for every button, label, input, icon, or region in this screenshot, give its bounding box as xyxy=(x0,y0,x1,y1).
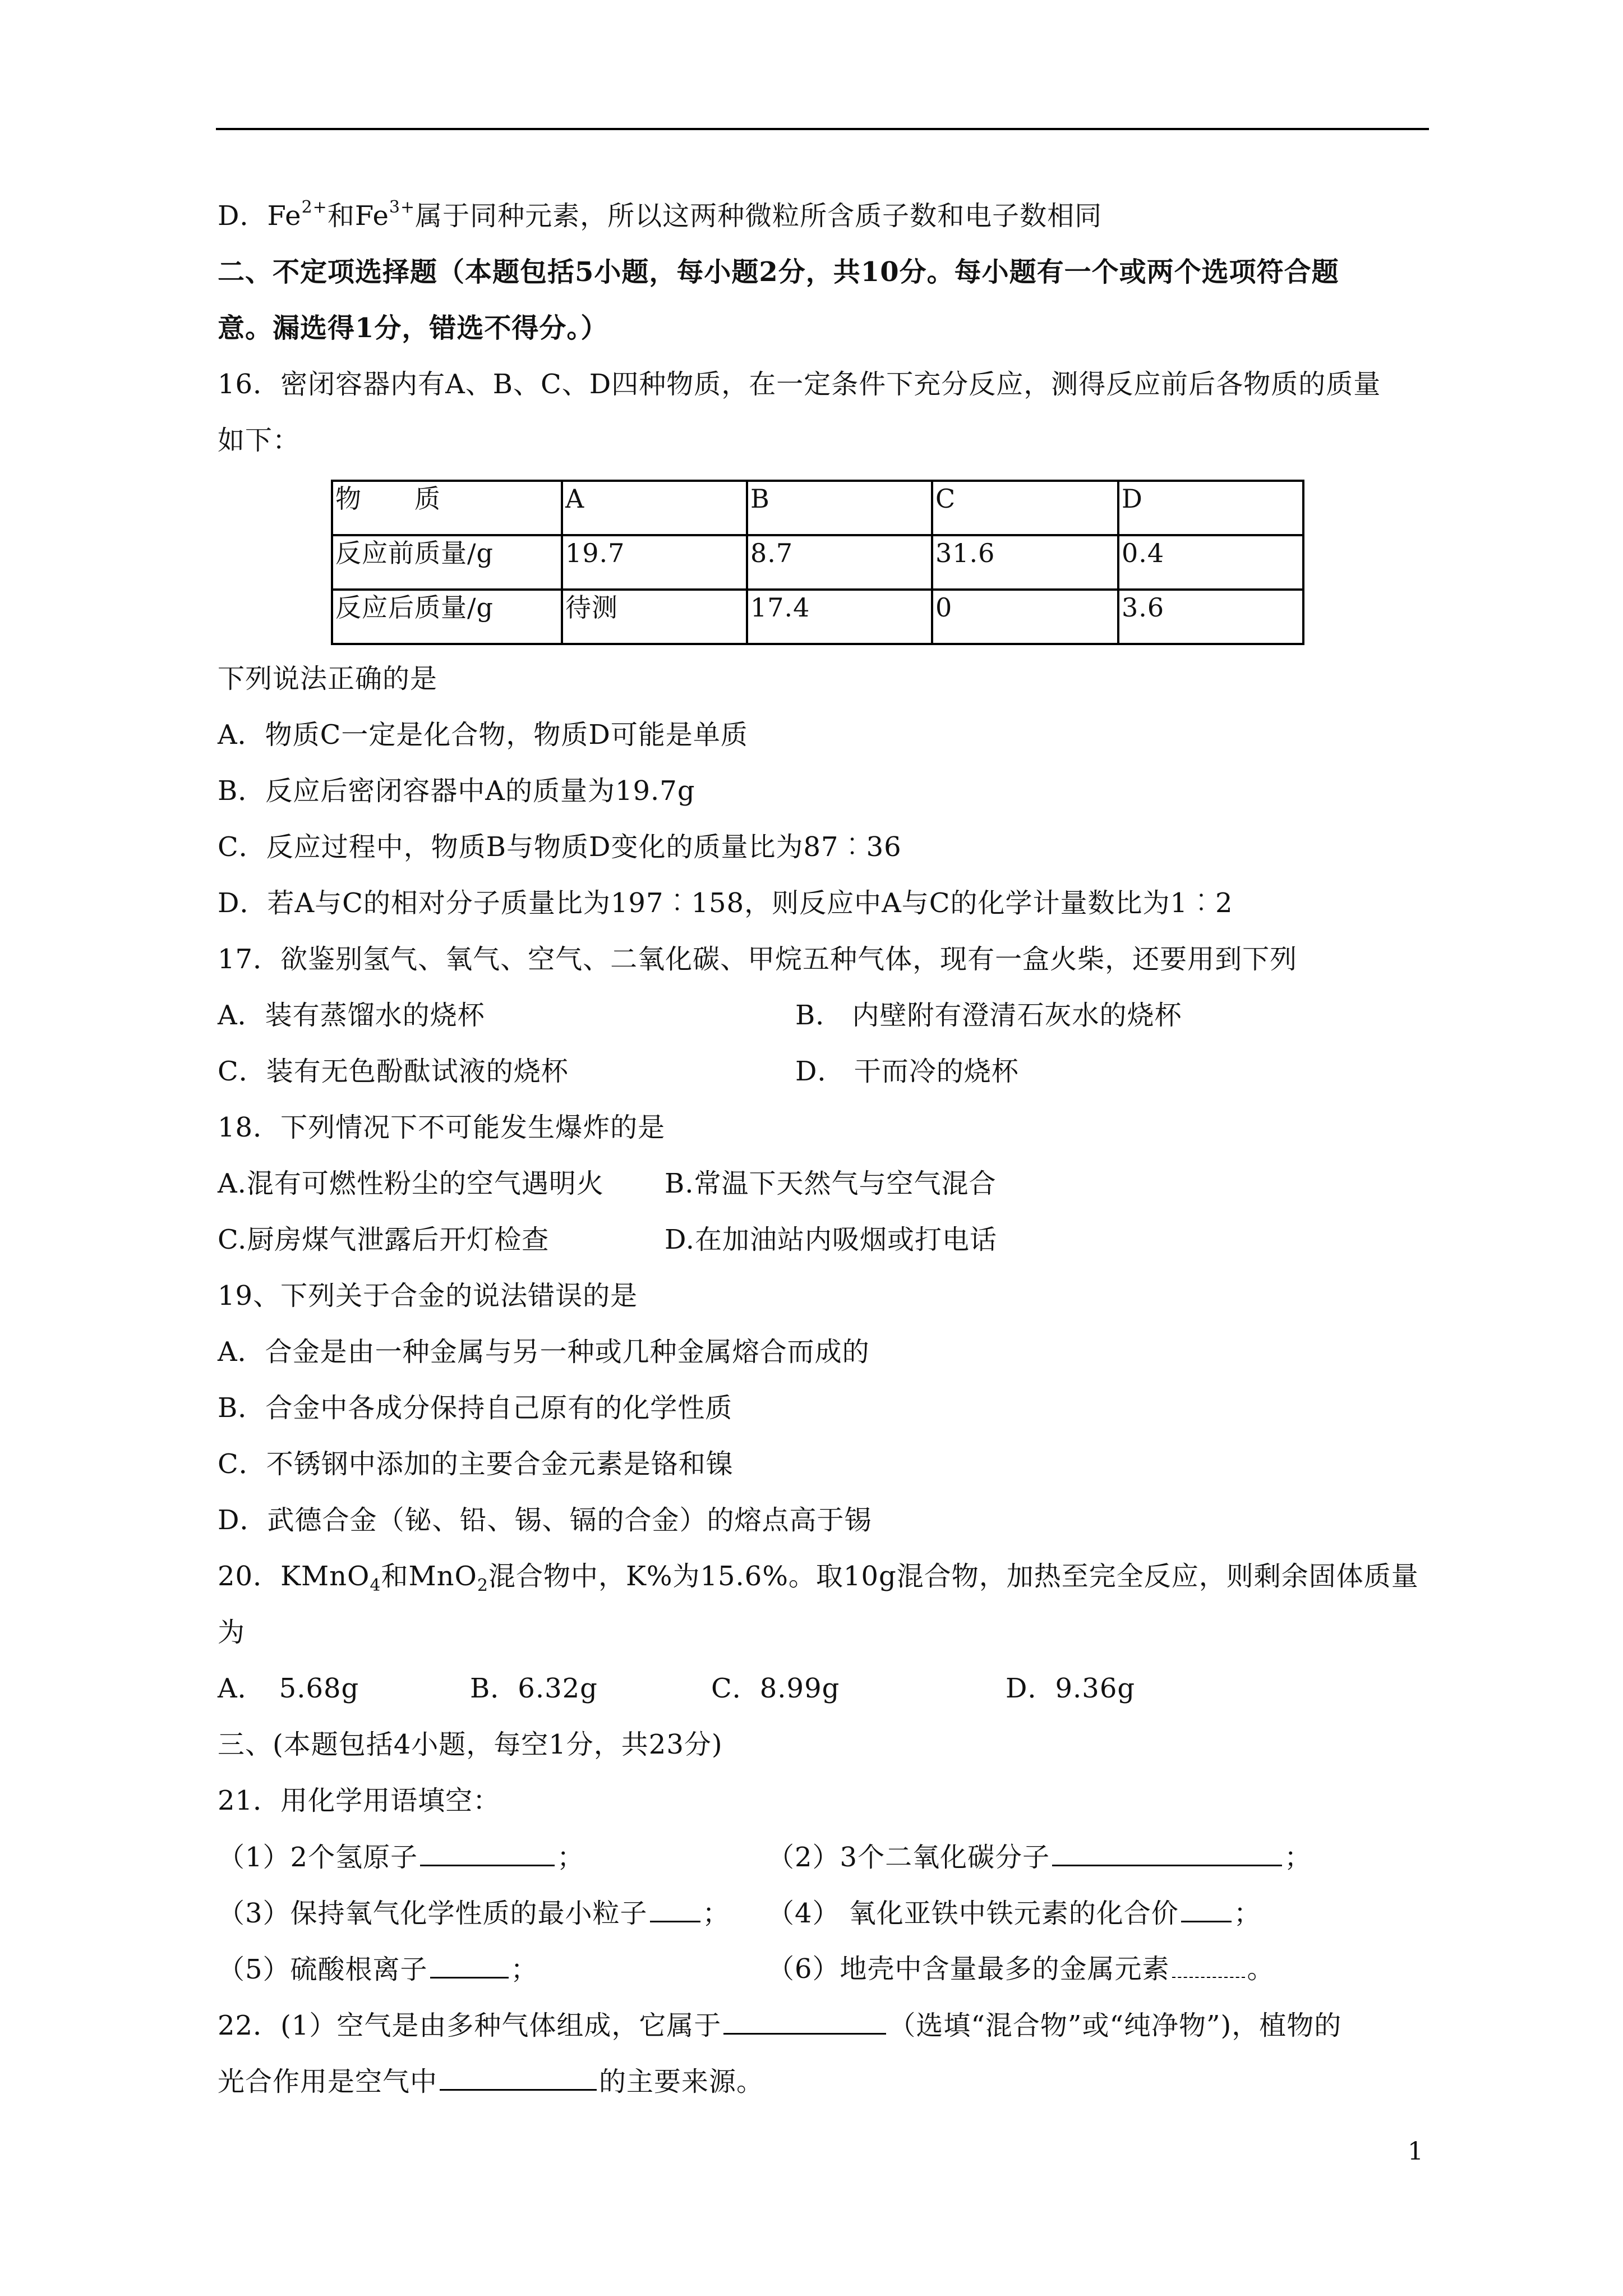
header-rule xyxy=(216,128,1429,130)
q16-option-b: B．反应后密闭容器中A的质量为19.7g xyxy=(218,775,695,807)
answer-blank[interactable] xyxy=(650,1896,700,1922)
q20-option-a: A． 5.68g xyxy=(218,1673,359,1704)
q16-option-c: C．反应过程中，物质B与物质D变化的质量比为87︰36 xyxy=(218,831,902,863)
table-cell: 反应前质量/g xyxy=(332,535,562,590)
q17-option-c: C．装有无色酚酞试液的烧杯 xyxy=(218,1056,569,1087)
q18-option-c: C.厨房煤气泄露后开灯检查 xyxy=(218,1224,550,1255)
q17-option-a: A．装有蒸馏水的烧杯 xyxy=(218,1000,485,1031)
table-header-row xyxy=(332,481,1303,535)
section3-heading: 三、(本题包括4小题，每空1分，共23分) xyxy=(218,1729,723,1760)
table-cell: 17.4 xyxy=(747,590,932,644)
table-cell: 待测 xyxy=(562,590,747,644)
q16-stem-line2: 如下： xyxy=(218,425,301,456)
q21-item-2: （2）3个二氧化碳分子 ； xyxy=(767,1840,1312,1874)
q20-stem-line2: 为 xyxy=(218,1617,246,1648)
q22-line2: 光合作用是空气中 的主要来源。 xyxy=(218,2064,764,2099)
table-cell: D xyxy=(1118,481,1303,535)
q21-stem: 21．用化学用语填空： xyxy=(218,1785,501,1816)
q17-option-b: B． 内壁附有澄清石灰水的烧杯 xyxy=(795,1000,1182,1031)
table-cell: B xyxy=(747,481,932,535)
q18-option-b: B.常温下天然气与空气混合 xyxy=(665,1168,997,1199)
answer-blank[interactable] xyxy=(440,2064,597,2091)
answer-blank[interactable] xyxy=(430,1952,509,1978)
table-cell: 3.6 xyxy=(1118,590,1303,644)
q16-stem-line1: 16．密闭容器内有A、B、C、D四种物质，在一定条件下充分反应，测得反应前后各物质的质量 xyxy=(218,369,1381,400)
q19-option-d: D．武德合金（铋、铅、锡、镉的合金）的熔点高于锡 xyxy=(218,1504,872,1536)
q18-stem: 18．下列情况下不可能发生爆炸的是 xyxy=(218,1112,666,1143)
table-cell: 反应后质量/g xyxy=(332,590,562,644)
table-cell: 0.4 xyxy=(1118,535,1303,590)
q20-option-d: D．9.36g xyxy=(1006,1673,1136,1704)
answer-blank[interactable] xyxy=(1052,1840,1282,1866)
q16-option-d: D．若A与C的相对分子质量比为197︰158，则反应中A与C的化学计量数比为1︰2 xyxy=(218,887,1233,919)
q20-option-b: B．6.32g xyxy=(470,1673,598,1704)
table-cell: 31.6 xyxy=(932,535,1118,590)
q19-option-c: C．不锈钢中添加的主要合金元素是铬和镍 xyxy=(218,1448,734,1480)
table-cell: C xyxy=(932,481,1118,535)
q18-option-a: A.混有可燃性粉尘的空气遇明火 xyxy=(218,1168,604,1199)
q20-option-c: C．8.99g xyxy=(711,1673,840,1704)
q21-item-3: （3）保持氧气化学性质的最小粒子 ； xyxy=(218,1896,730,1930)
q15-option-d: D．$Fe^{2+}$和$Fe^{3+}$属于同种元素，所以这两种微粒所含质子数和电子数相同 xyxy=(218,197,1103,232)
answer-blank[interactable] xyxy=(420,1840,555,1866)
q16-option-a: A．物质C一定是化合物，物质D可能是单质 xyxy=(218,719,748,751)
q19-stem: 19、下列关于合金的说法错误的是 xyxy=(218,1280,638,1312)
answer-blank[interactable] xyxy=(1181,1896,1232,1922)
q17-option-d: D． 干而冷的烧杯 xyxy=(795,1056,1019,1087)
table-row xyxy=(332,535,1303,590)
answer-blank[interactable] xyxy=(1172,1952,1245,1978)
mass-table xyxy=(331,480,1304,645)
q16-prompt: 下列说法正确的是 xyxy=(218,663,438,694)
section2-heading-line1: 二、不定项选择题（本题包括5小题，每小题2分，共10分。每小题有一个或两个选项符合题 xyxy=(218,256,1339,288)
table-cell: A xyxy=(562,481,747,535)
table-cell: 8.7 xyxy=(747,535,932,590)
table-row xyxy=(332,590,1303,644)
table-cell: 0 xyxy=(932,590,1118,644)
q19-option-b: B．合金中各成分保持自己原有的化学性质 xyxy=(218,1392,733,1424)
page-number: 1 xyxy=(1408,2137,1423,2166)
q21-item-6: （6）地壳中含量最多的金属元素 。 xyxy=(767,1953,1275,1985)
q17-stem: 17．欲鉴别氢气、氧气、空气、二氧化碳、甲烷五种气体，现有一盒火柴，还要用到下列 xyxy=(218,944,1298,975)
table-cell: 物 质 xyxy=(332,481,562,535)
q20-stem-line1: 20．KMnO$_4$和MnO$_2$混合物中，K%为15.6%。取10g混合物，加热至完全反应，则剩余固体质量 xyxy=(218,1561,1419,1595)
section2-heading-line2: 意。漏选得1分，错选不得分。） xyxy=(218,312,608,344)
answer-blank[interactable] xyxy=(723,2008,886,2035)
q21-item-4: （4） 氧化亚铁中铁元素的化合价 ； xyxy=(767,1896,1261,1930)
q19-option-a: A．合金是由一种金属与另一种或几种金属熔合而成的 xyxy=(218,1336,870,1368)
q21-item-1: （1）2个氢原子 ； xyxy=(218,1840,584,1874)
q18-option-d: D.在加油站内吸烟或打电话 xyxy=(665,1224,998,1255)
table-cell: 19.7 xyxy=(562,535,747,590)
q22-line1: 22．(1）空气是由多种气体组成，它属于 （选填“混合物”或“纯净物”)，植物的 xyxy=(218,2008,1341,2042)
q21-item-5: （5）硫酸根离子 ； xyxy=(218,1952,538,1986)
